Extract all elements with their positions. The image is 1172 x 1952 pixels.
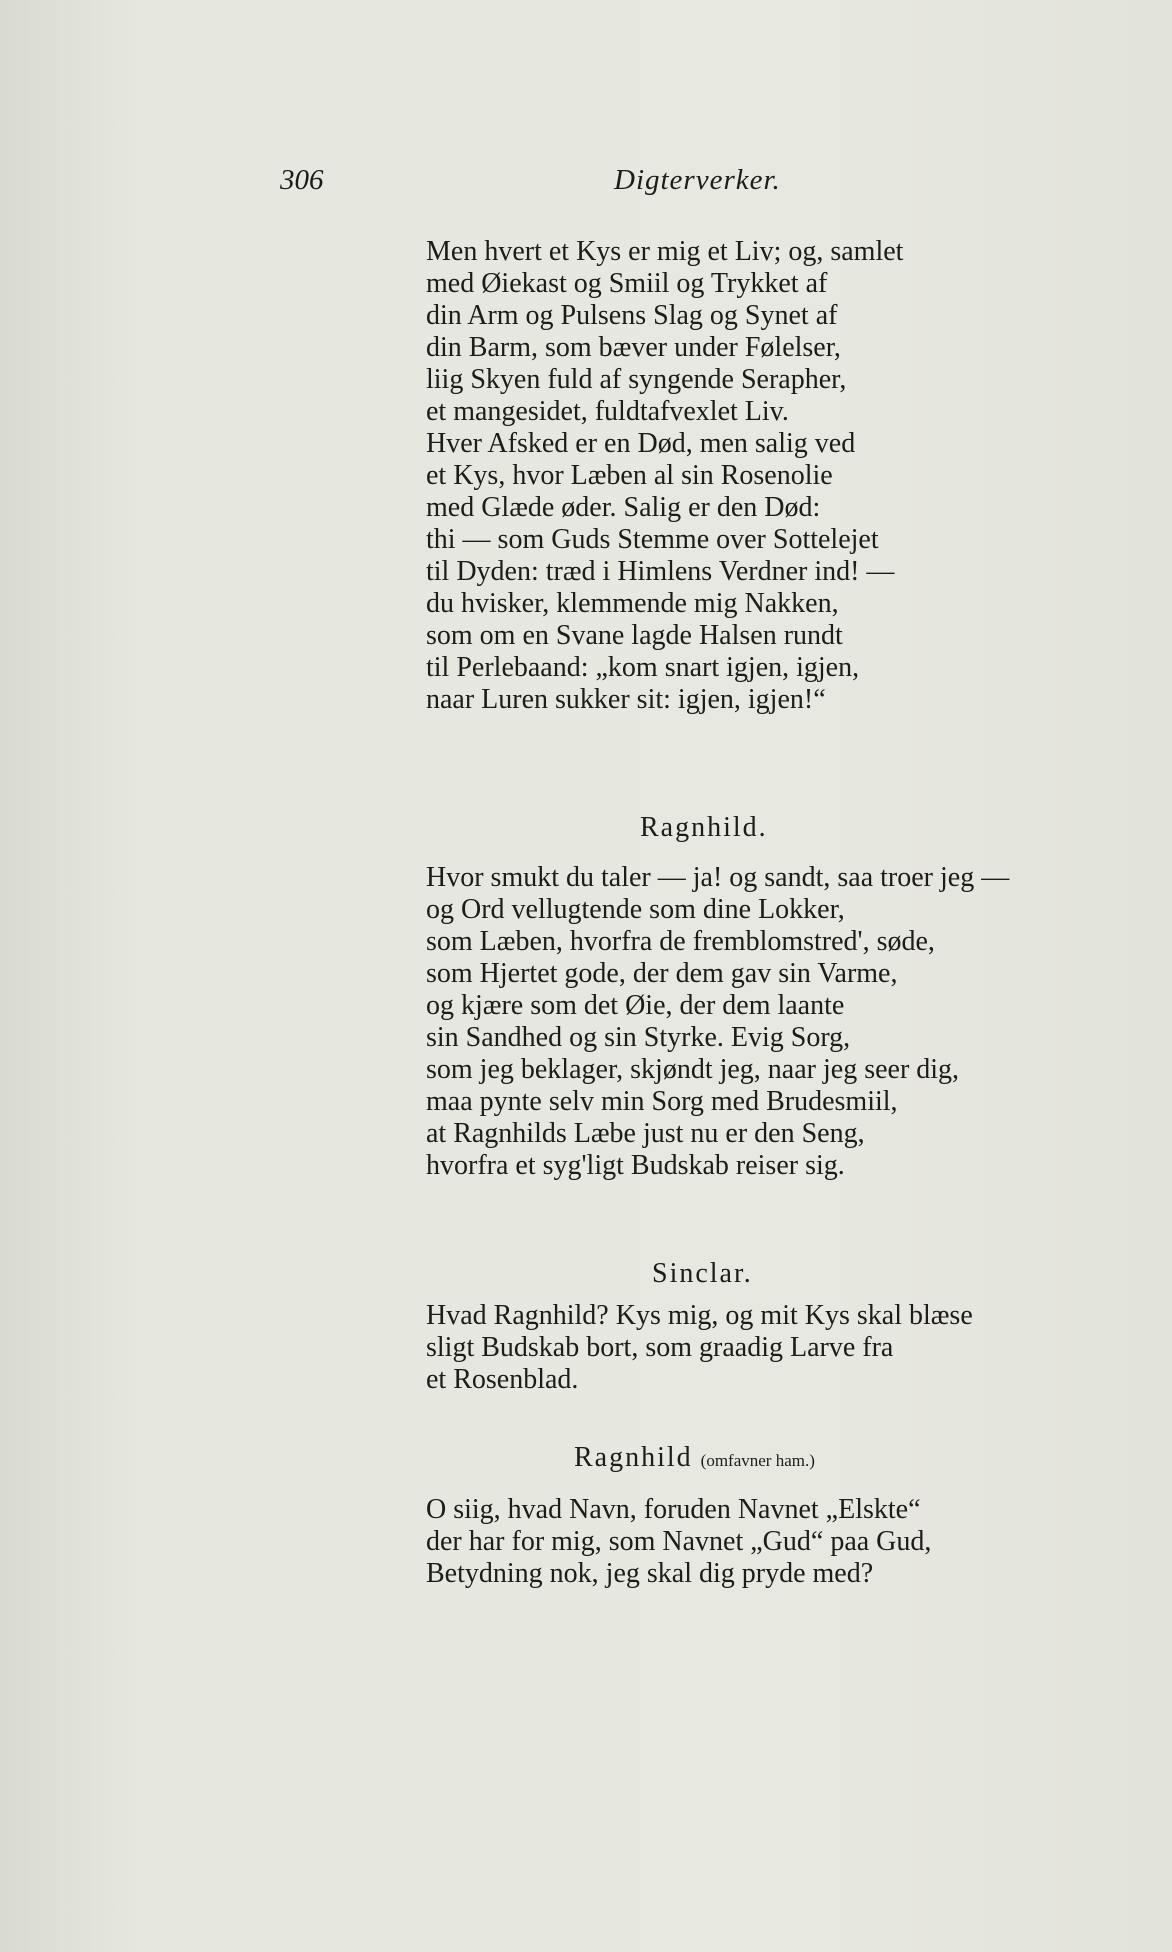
verse-line: sligt Budskab bort, som graadig Larve fra (426, 1332, 894, 1363)
verse-line: liig Skyen fuld af syngende Serapher, (426, 364, 847, 395)
verse-line: Hvad Ragnhild? Kys mig, og mit Kys skal blæse (426, 1300, 973, 1331)
verse-line: et mangesidet, fuldtafvexlet Liv. (426, 396, 789, 427)
verse-passage-3 (426, 1300, 1086, 1396)
verse-line: som Læben, hvorfra de fremblomstred', søde, (426, 926, 935, 957)
verse-line: der har for mig, som Navnet „Gud“ paa Gud, (426, 1526, 932, 1557)
verse-line: maa pynte selv min Sorg med Brudesmiil, (426, 1086, 898, 1117)
page-number: 306 (280, 164, 324, 196)
verse-line: med Øiekast og Smiil og Trykket af (426, 268, 828, 299)
verse-line: din Barm, som bæver under Følelser, (426, 332, 841, 363)
verse-line: til Dyden: træd i Himlens Verdner ind! — (426, 556, 895, 587)
verse-line: Hver Afsked er en Død, men salig ved (426, 428, 856, 459)
verse-line: hvorfra et syg'ligt Budskab reiser sig. (426, 1150, 845, 1181)
speaker-label: Ragnhild. (640, 812, 768, 843)
verse-passage-4 (426, 1494, 1086, 1590)
verse-line: til Perlebaand: „kom snart igjen, igjen, (426, 652, 860, 683)
verse-line: sin Sandhed og sin Styrke. Evig Sorg, (426, 1022, 851, 1053)
verse-line: som Hjertet gode, der dem gav sin Varme, (426, 958, 898, 989)
page-header (280, 164, 880, 204)
verse-line: og kjære som det Øie, der dem laante (426, 990, 845, 1021)
verse-line: et Rosenblad. (426, 1364, 579, 1395)
verse-line: med Glæde øder. Salig er den Død: (426, 492, 821, 523)
verse-line: du hvisker, klemmende mig Nakken, (426, 588, 839, 619)
verse-line: at Ragnhilds Læbe just nu er den Seng, (426, 1118, 865, 1149)
verse-passage-1 (426, 236, 1086, 716)
verse-line: Hvor smukt du taler — ja! og sandt, saa troer jeg — (426, 862, 1010, 893)
verse-line: Men hvert et Kys er mig et Liv; og, samlet (426, 236, 904, 267)
verse-line: naar Luren sukker sit: igjen, igjen!“ (426, 684, 826, 715)
verse-line: O siig, hvad Navn, foruden Navnet „Elskte“ (426, 1494, 921, 1525)
verse-line: som jeg beklager, skjøndt jeg, naar jeg seer dig, (426, 1054, 960, 1085)
verse-line: som om en Svane lagde Halsen rundt (426, 620, 843, 651)
speaker-name (574, 1442, 815, 1474)
verse-line: thi — som Guds Stemme over Sottelejet (426, 524, 879, 555)
speaker-name (652, 1258, 753, 1290)
speaker-label: Sinclar. (652, 1258, 753, 1289)
stage-direction: (omfavner ham.) (700, 1451, 815, 1470)
speaker-label: Ragnhild (574, 1442, 693, 1473)
verse-line: et Kys, hvor Læben al sin Rosenolie (426, 460, 833, 491)
verse-passage-2 (426, 862, 1086, 1182)
speaker-name (640, 812, 768, 844)
verse-line: din Arm og Pulsens Slag og Synet af (426, 300, 838, 331)
running-title: Digterverker. (614, 164, 781, 196)
verse-line: og Ord vellugtende som dine Lokker, (426, 894, 845, 925)
verse-line: Betydning nok, jeg skal dig pryde med? (426, 1558, 874, 1589)
